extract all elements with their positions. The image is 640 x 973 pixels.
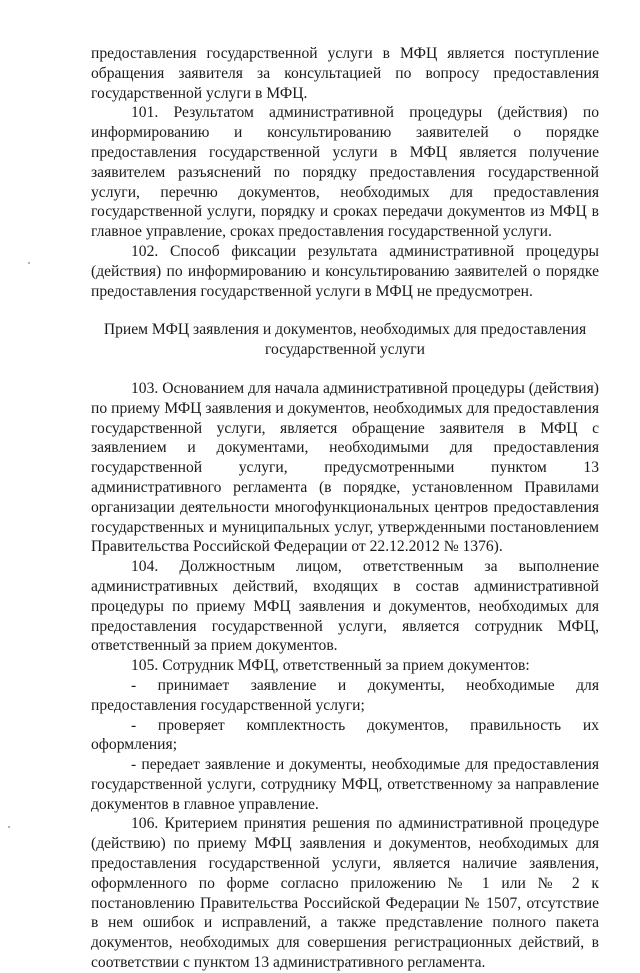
paragraph-106: 106. Критерием принятия решения по административной процедуре (действию) по приему МФЦ заявления и документов, необходимых для предоставления государственной услуги, является наличие заявления, оформленного по форме согласно приложению № 1 или № 2 к постановлению Правительства Российской Федерации № 1507, отсутствие в нем ошибок и исправлений, а также представление полного пакета документов, необходимых для совершения регистрационных действий, в соответствии с пунктом 13 административного регламента. (91, 815, 599, 972)
paragraph-103: 103. Основанием для начала административной процедуры (действия) по приему МФЦ заявления и документов, необходимых для предоставления государственной услуги, является обращение заявителя в МФЦ с заявлением и документами, необходимыми для предоставления государственной услуги, предусмотренными пунктом 13 административного регламента (в порядке, установленном Правилами организации деятельности многофункциональных центров предоставления государственных и муниципальных услуг, утвержденными постановлением Правительства Российской Федерации от 22.12.2012 № 1376). (91, 379, 599, 556)
paragraph-102: 102. Способ фиксации результата административной процедуры (действия) по информированию и консультированию заявителей о порядке предоставления государственной услуги в МФЦ не предусмотрен. (91, 242, 599, 300)
paragraph-continuation: предоставления государственной услуги в МФЦ является поступление обращения заявителя за консультацией по вопросу предоставления государственной услуги в МФЦ. (91, 45, 599, 102)
paragraph-105: 105. Сотрудник МФЦ, ответственный за прием документов: (131, 657, 530, 675)
scan-speck (28, 262, 30, 264)
list-item-105-check: - проверяет комплектность документов, правильность их оформления; (91, 716, 599, 754)
paragraph-104: 104. Должностным лицом, ответственным за выполнение административных действий, входящих в состав административной процедуры по приему МФЦ заявления и документов, необходимых для предоставления государственной услуги, является сотрудник МФЦ, ответственный за прием документов. (91, 558, 599, 655)
document-page (91, 44, 599, 973)
scan-speck (8, 826, 10, 828)
list-item-105-transfer: - передает заявление и документы, необходимые для предоставления государственной услуги, сотруднику МФЦ, ответственному за направление документов в главное управление. (91, 756, 599, 813)
list-item-105-accept: - принимает заявление и документы, необходимые для предоставления государственной услуги; (91, 676, 599, 714)
section-heading: Прием МФЦ заявления и документов, необходимых для предоставления государственной услуги (103, 321, 587, 359)
paragraph-101: 101. Результатом административной процедуры (действия) по информированию и консультированию заявителей о порядке предоставления государственной услуги в МФЦ является получение заявителем разъяснений по порядку предоставления государственной услуги, перечню документов, необходимых для предоставления государственной услуги, порядку и сроках передачи документов из МФЦ в главное управление, сроках предоставления государственной услуги. (91, 104, 599, 241)
